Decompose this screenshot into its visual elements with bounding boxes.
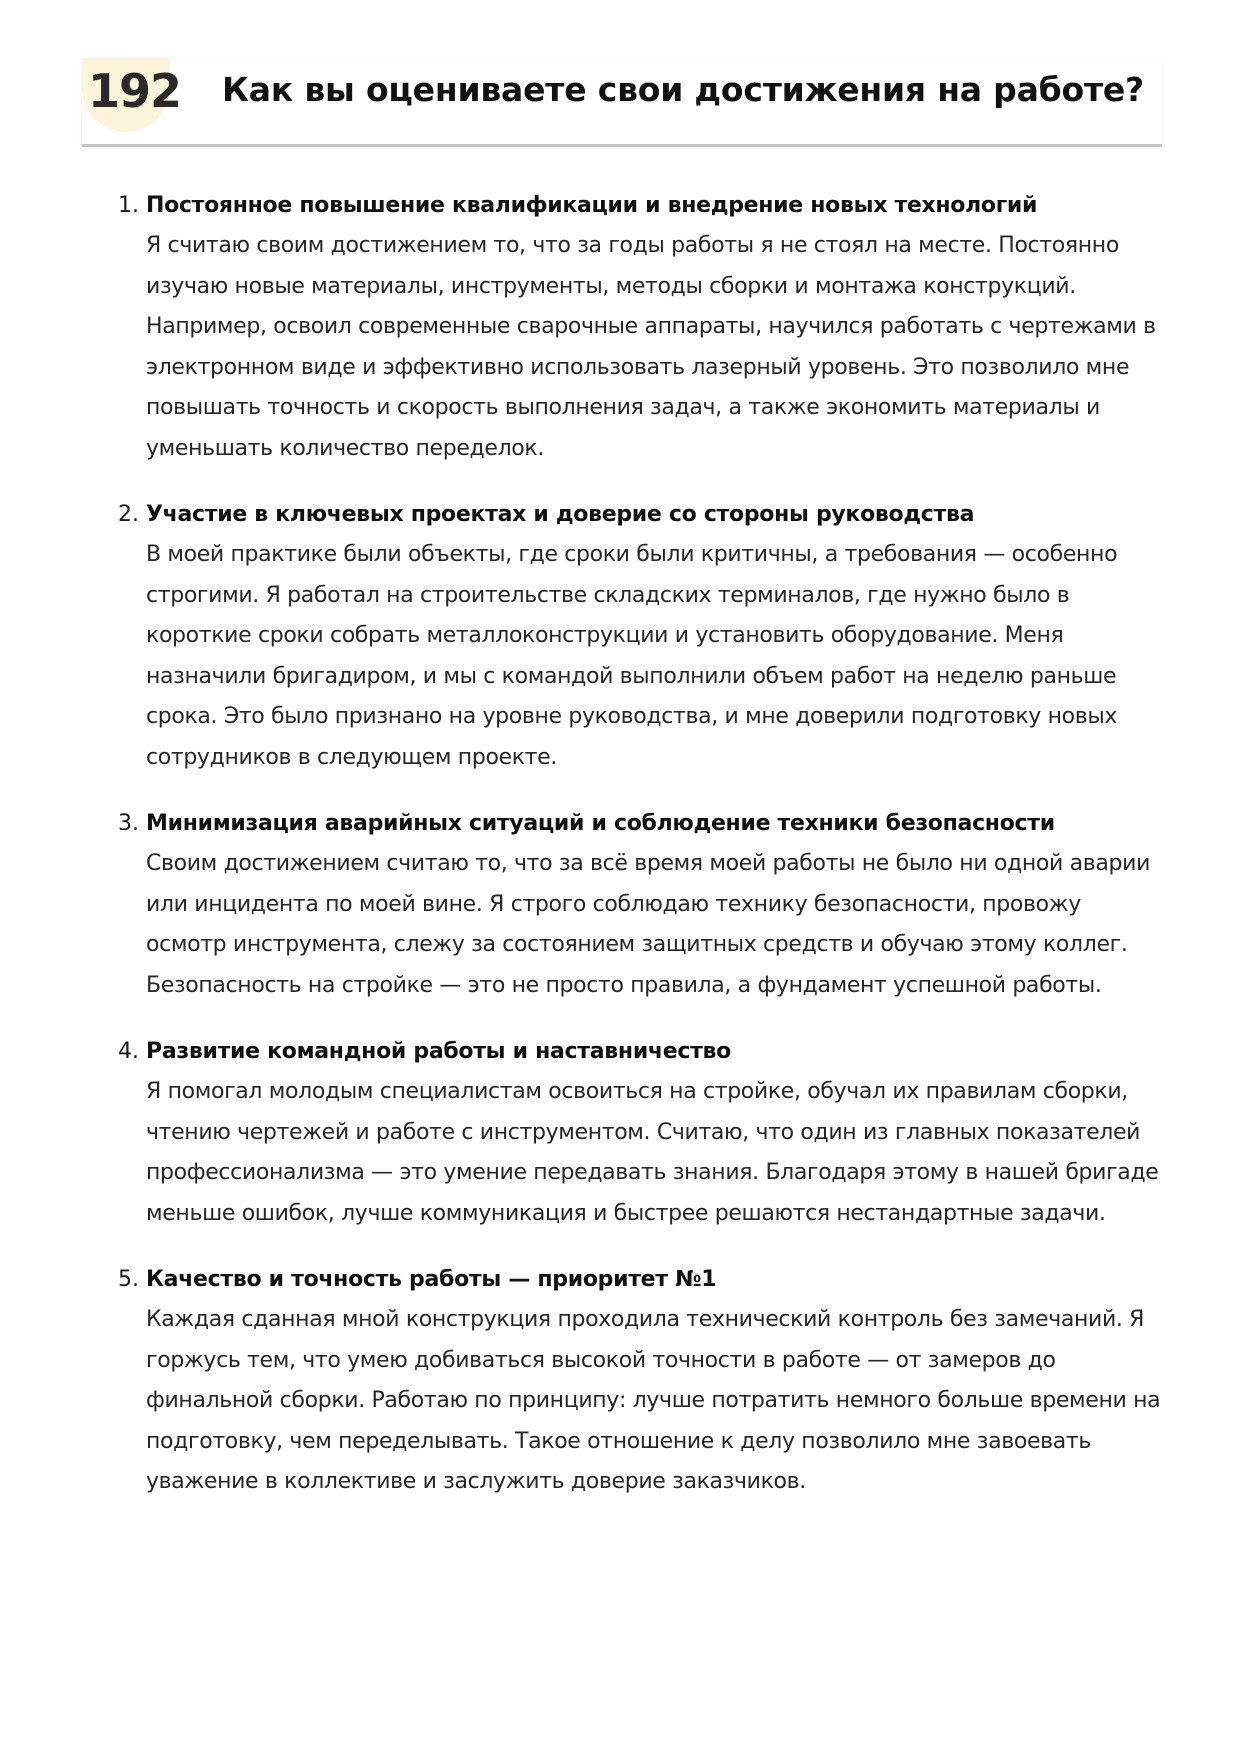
list-item-text: Я считаю своим достижением то, что за годы работы я не стоял на месте. Постоянно изучаю новые материалы, инструменты, методы сборки и монтажа конструкций. Например, освоил современные сварочные аппараты, научился работать с чертежами в электронном виде и эффективно использовать лазерный уровень. Это позволило мне повышать точность и скорость выполнения задач, а также экономить материалы и уменьшать количество переделок. [146, 233, 1156, 461]
list-item-heading: Участие в ключевых проектах и доверие со стороны руководства [146, 502, 975, 527]
page-number-badge [82, 58, 182, 132]
list-item-text: В моей практике были объекты, где сроки были критичны, а требования — особенно строгими. Я работал на строительстве складских терминалов, где нужно было в короткие сроки собрать металлоконструкции и установить оборудование. Меня назначили бригадиром, и мы с командой выполнили объем работ на неделю раньше срока. Это было признано на уровне руководства, и мне доверили подготовку новых сотрудников в следующем проекте. [146, 542, 1118, 770]
page-number: 192 [88, 64, 182, 118]
list-item-number: 1. [118, 193, 139, 218]
page-title: Как вы оцениваете свои достижения на работе? [222, 70, 1144, 109]
list-item-number: 5. [118, 1267, 139, 1292]
list-item [118, 1032, 1164, 1234]
list-item-number: 2. [118, 502, 139, 527]
list-item [118, 495, 1164, 778]
list-item-text: Я помогал молодым специалистам освоиться на стройке, обучал их правилам сборки, чтению чертежей и работе с инструментом. Считаю, что один из главных показателей профессионализма — это умение передавать знания. Благодаря этому в нашей бригаде меньше ошибок, лучше коммуникация и быстрее решаются нестандартные задачи. [146, 1079, 1159, 1226]
list-item [118, 186, 1164, 469]
list-item-number: 3. [118, 811, 139, 836]
numbered-list [118, 186, 1164, 1529]
list-item-heading: Качество и точность работы — приоритет №1 [146, 1267, 717, 1292]
page-header [82, 58, 1162, 147]
list-item-number: 4. [118, 1039, 139, 1064]
list-item-heading: Развитие командной работы и наставничество [146, 1039, 731, 1064]
list-item-text: Каждая сданная мной конструкция проходила технический контроль без замечаний. Я горжусь тем, что умею добиваться высокой точности в работе — от замеров до финальной сборки. Работаю по принципу: лучше потратить немного больше времени на подготовку, чем переделывать. Такое отношение к делу позволило мне завоевать уважение в коллективе и заслужить доверие заказчиков. [146, 1307, 1161, 1494]
list-item-text: Своим достижением считаю то, что за всё время моей работы не было ни одной аварии или инцидента по моей вине. Я строго соблюдаю технику безопасности, провожу осмотр инструмента, слежу за состоянием защитных средств и обучаю этому коллег. Безопасность на стройке — это не просто правила, а фундамент успешной работы. [146, 851, 1151, 998]
list-item-heading: Минимизация аварийных ситуаций и соблюдение техники безопасности [146, 811, 1055, 836]
list-item [118, 1260, 1164, 1503]
list-item-heading: Постоянное повышение квалификации и внедрение новых технологий [146, 193, 1038, 218]
list-item [118, 804, 1164, 1006]
